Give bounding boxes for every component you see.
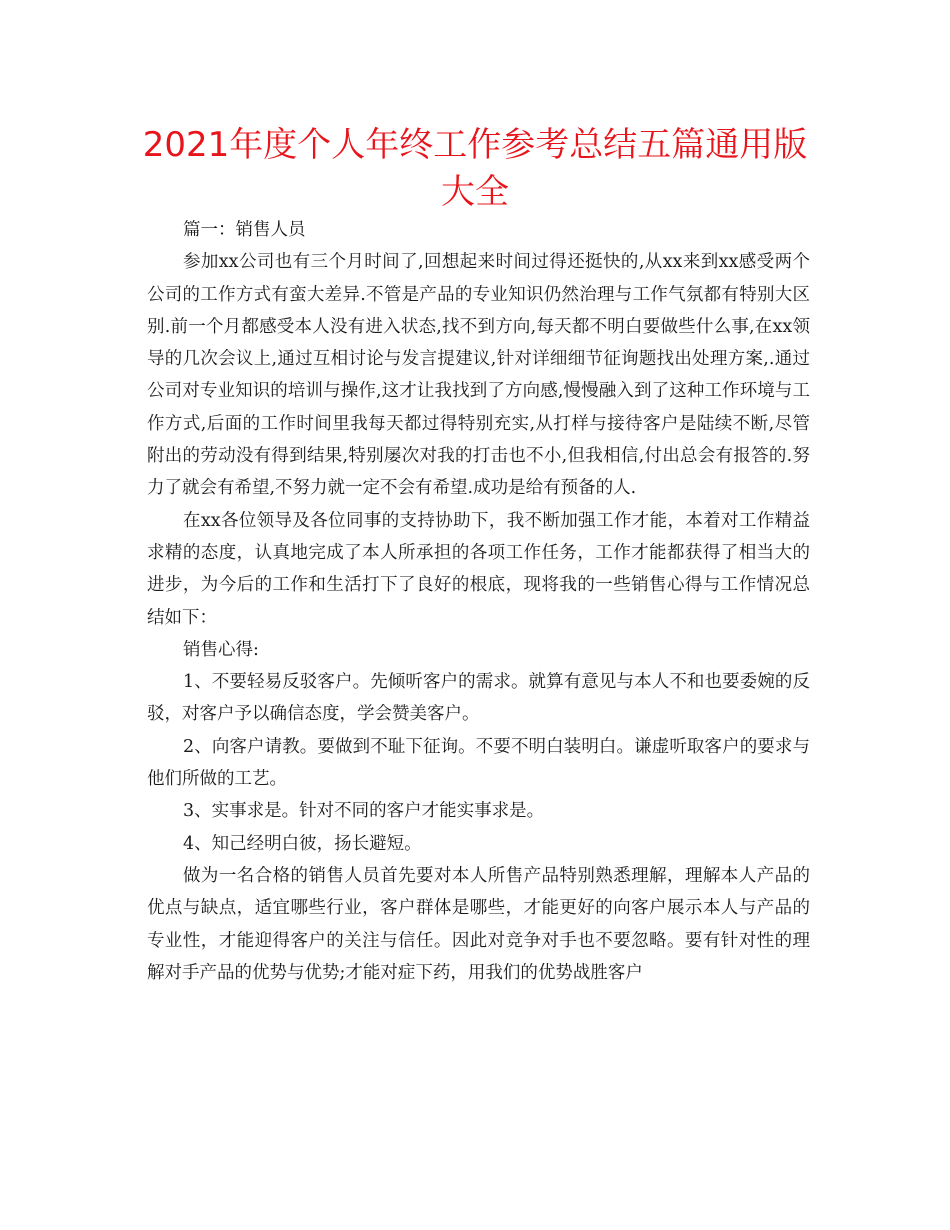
list-item: 4、知己经明白彼，扬长避短。 <box>183 833 422 854</box>
document-title: 2021年度个人年终工作参考总结五篇通用版大全 <box>142 125 808 212</box>
list-item: 1、不要轻易反驳客户。先倾听客户的需求。就算有意见与本人不和也要委婉的反驳，对客户予以确信态度，学会赞美客户。 <box>147 672 810 725</box>
list-item: 3、实事求是。针对不同的客户才能实事求是。 <box>183 801 545 822</box>
paragraph: 参加xx公司也有三个月时间了,回想起来时间过得还挺快的,从xx来到xx感受两个公司的工作方式有蛮大差异.不管是产品的专业知识仍然治理与工作气氛都有特别大区别.前一个月都感受本人没有进入状态,找不到方向,每天都不明白要做些什么事,在xx领导的几次会议上,通过互相讨论与发言提建议,针对详细细节征询题找出处理方案,.通过公司对专业知识的培训与操作,这才让我找到了方向感,慢慢融入到了这种工作环境与工作方式,后面的工作时间里我每天都过得特别充实,从打样与接待客户是陆续不断,尽管附出的劳动没有得到结果,特别屡次对我的打击也不小,但我相信,付出总会有报答的.努力了就会有希望,不努力就一定不会有希望.成功是给有预备的人. <box>147 252 810 499</box>
paragraph: 在xx各位领导及各位同事的支持协助下，我不断加强工作才能，本着对工作精益求精的态度，认真地完成了本人所承担的各项工作任务，工作才能都获得了相当大的进步，为今后的工作和生活打下了良好的根底，现将我的一些销售心得与工作情况总结如下： <box>147 510 810 628</box>
subheading: 销售心得: <box>183 639 259 660</box>
list-item: 2、向客户请教。要做到不耻下征询。不要不明白装明白。谦虚听取客户的要求与他们所做的工艺。 <box>147 736 810 790</box>
paragraph: 做为一名合格的销售人员首先要对本人所售产品特别熟悉理解，理解本人产品的优点与缺点，适宜哪些行业，客户群体是哪些，才能更好的向客户展示本人与产品的专业性，才能迎得客户的关注与信任。因此对竞争对手也不要忽略。要有针对性的理解对手产品的优势与优势;才能对症下药，用我们的优势战胜客户 <box>147 865 810 983</box>
section-heading: 篇一：销售人员 <box>183 220 306 240</box>
document-body <box>147 214 810 989</box>
